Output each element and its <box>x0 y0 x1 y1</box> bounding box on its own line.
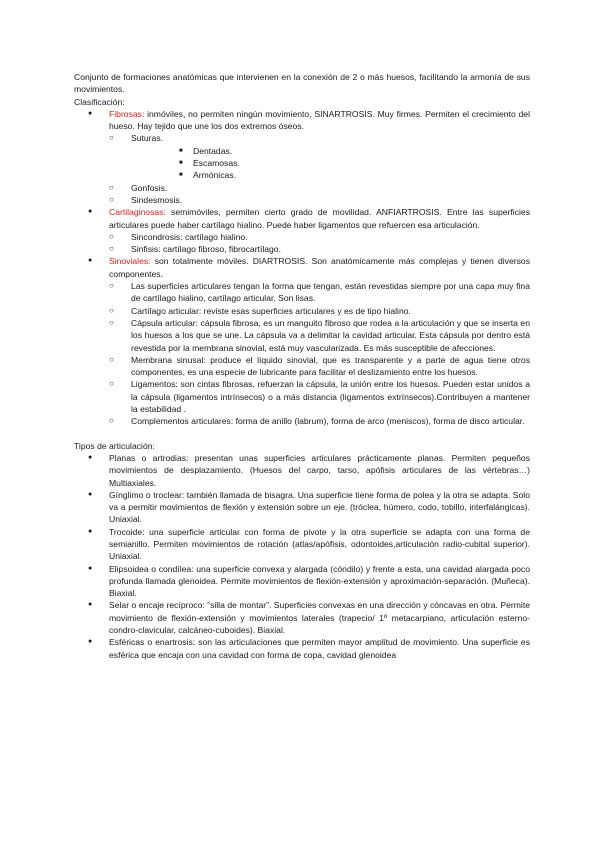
list-item-gonfosis: ○ Gonfosis. <box>109 182 530 194</box>
tipos-list <box>74 452 530 661</box>
list-item-escamosas: ■ Escamosas. <box>179 157 530 169</box>
text-fibrosas: inmóviles, no permiten ningún movimiento, SINARTROSIS. Muy firmes. Permiten el crecimiento del hueso. Hay tejido que une los dos extremos óseos. <box>109 108 530 132</box>
list-item-selar: ● Selar o encaje recíproco: “silla de montar”. Superficies convexas en una dirección y cóncavas en otra. Permite movimiento de flexión-extensión y movimientos laterales (trapecio/ 1º metacarpiano, articulación esterno-condro-clavicular, calcáneo-cuboides). Biaxial. <box>74 599 530 636</box>
term-cartilaginosas: Cartilaginosas: <box>109 207 166 218</box>
list-item-cartilaginosas <box>74 206 530 231</box>
sinoviales-sublist <box>109 280 530 428</box>
fibrosas-sublist <box>109 132 530 144</box>
list-item-membrana: ○ Membrana sinusal: produce el líquido sinovial, que es transparente y a parte de agua tiene otros componentes, es una especie de lubricante para facilitar el deslizamiento entre los huesos. <box>109 354 530 379</box>
list-item-sindesmosis: ○ Sindesmosis. <box>109 194 530 206</box>
tipos-heading: Tipos de articulación: <box>74 440 155 451</box>
list-item-sinfisis: ○ Sinfisis: cartílago fibroso, fibrocartílago. <box>109 243 530 255</box>
list-item-suturas: ○ Suturas. <box>109 132 530 144</box>
list-item-armonicas: ■ Armónicas. <box>179 169 530 181</box>
clasificacion-list <box>74 108 530 133</box>
clasificacion-heading: Clasificación: <box>74 96 125 107</box>
list-item-complementos: ○ Complementos articulares: forma de anillo (labrum), forma de arco (meniscos), forma de disco articular. <box>109 415 530 427</box>
fibrosas-sublist-2 <box>109 182 530 207</box>
clasificacion-list-3 <box>74 255 530 280</box>
document-body <box>74 71 530 661</box>
clasificacion-list-2 <box>74 206 530 231</box>
list-item-ligamentos: ○ Ligamentos: son cintas fibrosas, refuerzan la cápsula, la unión entre los huesos. Pueden estar unidos a la cápsula (ligamentos intrínsecos) o a más distancia (ligamentos extrínsecos).Contribuyen a mantener la estabilidad . <box>109 378 530 415</box>
list-item-dentadas: ■ Dentadas. <box>179 145 530 157</box>
text-cartilaginosas: semimóviles, permiten cierto grado de movilidad. ANFIARTROSIS. Entre las superficies articulares puede haber cartílago hialino. Puede haber ligamentos que refuercen esa articulación. <box>109 207 530 230</box>
list-item-sincondrosis: ○ Sincondrosis: cartílago hialino. <box>109 231 530 243</box>
list-item-cartilago: ○ Cartílago articular: reviste esas superficies articulares y es de tipo hialino. <box>109 305 530 317</box>
term-fibrosas: Fibrosas: <box>109 108 145 119</box>
list-item-fibrosas <box>74 108 530 133</box>
list-item-esfericas: ● Esféricas o enartrosis: son las articulaciones que permiten mayor amplitud de movimiento. Una superficie es esférica que encaja con una cavidad con forma de copa, cavidad glenoidea <box>74 636 530 661</box>
spacer <box>74 428 530 440</box>
text-sinoviales: son totalmente móviles. DIARTROSIS. Son anatómicamente más complejas y tienen diversos componentes. <box>109 256 530 279</box>
cartilaginosas-sublist <box>109 231 530 256</box>
list-item-capsula: ○ Cápsula articular: cápsula fibrosa, es un manguito fibroso que rodea a la articulación y que se inserta en los huesos a los que se une. La cápsula va a delimitar la cavidad articular. Esta cápsula por dentro está revestida por la membrana sinovial, está muy vascularizada. Es más susceptible de afecciones. <box>109 317 530 354</box>
list-item-sinoviales <box>74 255 530 280</box>
list-item-ginglimo: ● Gínglimo o troclear: también llamada de bisagra. Una superficie tiene forma de polea y la otra se adapta. Solo va a permitir movimientos de flexión y extensión sobre un eje. (tróclea, húmero, codo, tobillo, interfalángicas). Uniaxial. <box>74 489 530 526</box>
list-item-planas: ● Planas o artrodias: presentan unas superficies articulares prácticamente planas. Permiten pequeños movimientos de desplazamiento. (Huesos del carpo, tarso, apófisis articulares de las vértebras…) Multiaxiales. <box>74 452 530 489</box>
list-item-trocoide: ● Trocoide: una superficie articular con forma de pivote y la otra superficie se adapta con una forma de semianillo. Permiten movimientos de rotación (atlas/apófisis, odontoides,articulación radio-cubital superior). Uniaxial. <box>74 526 530 563</box>
list-item-superficies: ○ Las superficies articulares tengan la forma que tengan, están revestidas siempre por una capa muy fina de cartílago hialino, cartílago articular. Son lisas. <box>109 280 530 305</box>
term-sinoviales: Sinoviales: <box>109 256 151 267</box>
suturas-sublist <box>179 145 530 182</box>
list-item-elipsoidea: ● Elipsoidea o condílea: una superficie convexa y alargada (cóndilo) y frente a esta, una cavidad alargada poco profunda llamada glenoidea. Permite movimientos de flexión-extensión y aproximación-separación. (Muñeca). Biaxial. <box>74 563 530 600</box>
intro-paragraph: Conjunto de formaciones anatómicas que intervienen en la conexión de 2 o más huesos, facilitando la armonía de sus movimientos. <box>74 72 530 95</box>
